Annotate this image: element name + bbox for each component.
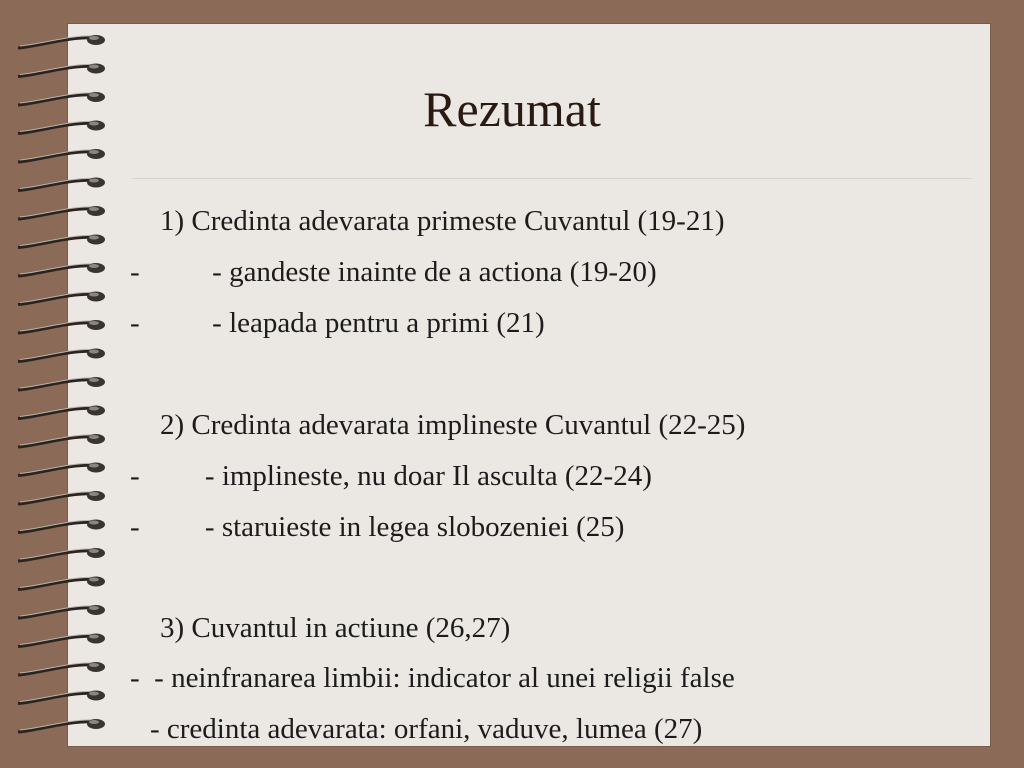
point-2-sub-1: - - implineste, nu doar Il asculta (22-24) bbox=[130, 460, 652, 492]
binding-ring bbox=[18, 577, 105, 590]
point-3-heading: 3) Cuvantul in actiune (26,27) bbox=[160, 612, 511, 644]
binding-ring bbox=[18, 206, 105, 219]
binding-ring bbox=[18, 35, 105, 48]
binding-ring bbox=[18, 662, 105, 675]
binding-ring bbox=[18, 178, 105, 191]
point-1-sub-2: - - leapada pentru a primi (21) bbox=[130, 307, 545, 339]
binding-ring bbox=[18, 292, 105, 305]
binding-ring bbox=[18, 263, 105, 276]
title-divider bbox=[132, 178, 972, 179]
binding-ring bbox=[18, 691, 105, 704]
point-3-sub-1: - - neinfranarea limbii: indicator al unei religii false bbox=[130, 662, 735, 694]
binding-ring bbox=[18, 491, 105, 504]
binding-ring bbox=[18, 548, 105, 561]
binding-ring bbox=[18, 463, 105, 476]
binding-ring bbox=[18, 235, 105, 248]
binding-ring bbox=[18, 406, 105, 419]
slide-title: Rezumat bbox=[423, 81, 601, 137]
binding-ring bbox=[18, 320, 105, 333]
binding-ring bbox=[18, 149, 105, 162]
point-2-sub-2: - - staruieste in legea slobozeniei (25) bbox=[130, 511, 625, 543]
binding-ring bbox=[18, 64, 105, 77]
binding-ring bbox=[18, 719, 105, 732]
point-3-sub-2: - credinta adevarata: orfani, vaduve, lumea (27) bbox=[150, 713, 703, 745]
point-1-heading: 1) Credinta adevarata primeste Cuvantul (19-21) bbox=[160, 205, 725, 237]
binding-ring bbox=[18, 605, 105, 618]
binding-ring bbox=[18, 634, 105, 647]
binding-ring bbox=[18, 434, 105, 447]
point-1-sub-1: - - gandeste inainte de a actiona (19-20) bbox=[130, 256, 657, 288]
binding-ring bbox=[18, 520, 105, 533]
binding-ring bbox=[18, 377, 105, 390]
binding-ring bbox=[18, 349, 105, 362]
point-2-heading: 2) Credinta adevarata implineste Cuvantul (22-25) bbox=[160, 409, 746, 441]
